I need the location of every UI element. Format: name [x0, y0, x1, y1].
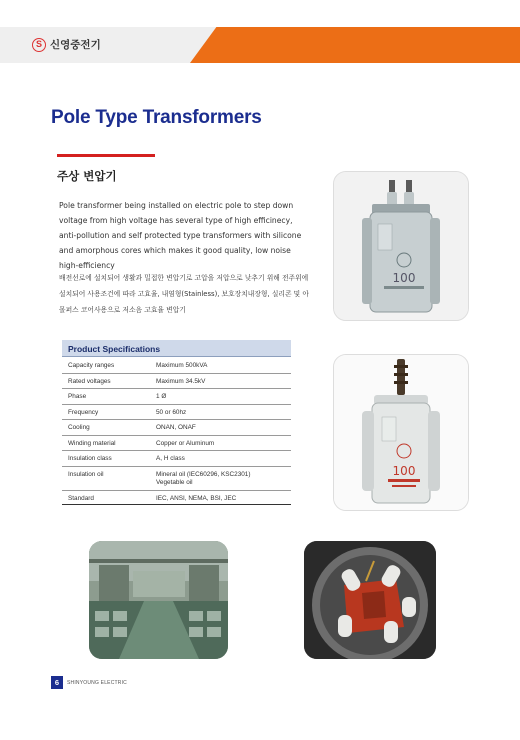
spec-label: Frequency [68, 408, 99, 416]
spec-row [62, 358, 291, 374]
spec-value: IEC, ANSI, NEMA, BSI, JEC [156, 494, 237, 502]
spec-row [62, 467, 291, 491]
spec-label: Rated voltages [68, 377, 111, 385]
spec-value-line: Vegetable oil [156, 479, 193, 486]
pole-transformer-photo [333, 171, 469, 321]
transformer-interior-photo [304, 541, 436, 659]
factory-interior-illustration [89, 541, 228, 659]
spec-label: Winding material [68, 439, 116, 447]
spec-row [62, 405, 291, 421]
spec-table-header: Product Specifications [62, 340, 291, 357]
spec-value: 1 Ø [156, 393, 167, 400]
spec-label: Phase [68, 393, 87, 400]
logo-text: 신영중전기 [50, 39, 101, 51]
spec-value: Maximum 500kVA [156, 362, 208, 369]
spec-label: Capacity ranges [68, 362, 115, 369]
description-english: Pole transformer being installed on electric pole to step down voltage from high voltage has several type of high efficinecy, anti-pollution and self protected type transformers with silicone and amorphous cores which makes it good quality, low noise high-efficiency [59, 201, 302, 270]
title-underline-rule [57, 154, 155, 157]
capacity-plate-text: 100 [392, 271, 416, 285]
transformer-interior-illustration [304, 541, 436, 659]
company-logo [32, 37, 101, 52]
spec-value: 50 or 60hz [156, 408, 187, 416]
logo-emblem-icon: S [32, 38, 46, 52]
header-accent-stripe [190, 27, 520, 63]
spec-row [62, 374, 291, 390]
spec-row [62, 389, 291, 405]
spec-value: ONAN, ONAF [156, 424, 196, 431]
footer-brand: SHINYOUNG ELECTRIC [67, 680, 127, 686]
pole-transformer-photo-2 [333, 354, 469, 511]
description-korean: 배전선로에 설치되어 생활과 밀접한 변압기로 고압을 저압으로 낮추기 위해 전주위에 설치되어 사용조건에 따라 고효율, 내염형(Stainless), 보호장치내장형, 실리콘 및 아몰퍼스 코어사용으로 저소음 고효율 변압기 [59, 274, 309, 314]
spec-value: A, H class [156, 455, 185, 462]
factory-floor-photo [89, 541, 228, 659]
pole-transformer-illustration [334, 172, 469, 321]
subtitle-korean: 주상 변압기 [57, 169, 117, 183]
spec-row [62, 451, 291, 467]
pole-transformer-illustration [334, 355, 469, 511]
spec-value-line: Mineral oil (IEC60296, KSC2301) [156, 470, 251, 478]
page-number: 6 [51, 676, 63, 689]
spec-row [62, 436, 291, 452]
spec-label: Cooling [68, 424, 90, 431]
spec-value: Maximum 34.5kV [156, 377, 206, 385]
spec-row [62, 491, 291, 505]
spec-table [62, 358, 291, 505]
spec-value [150, 467, 291, 490]
spec-label: Standard [68, 494, 94, 502]
spec-label: Insulation class [68, 455, 112, 462]
spec-row [62, 420, 291, 436]
spec-label: Insulation oil [68, 470, 104, 478]
capacity-plate-text: 100 [392, 464, 416, 478]
spec-value: Copper or Aluminum [156, 439, 215, 447]
page-title: Pole Type Transformers [51, 107, 262, 128]
